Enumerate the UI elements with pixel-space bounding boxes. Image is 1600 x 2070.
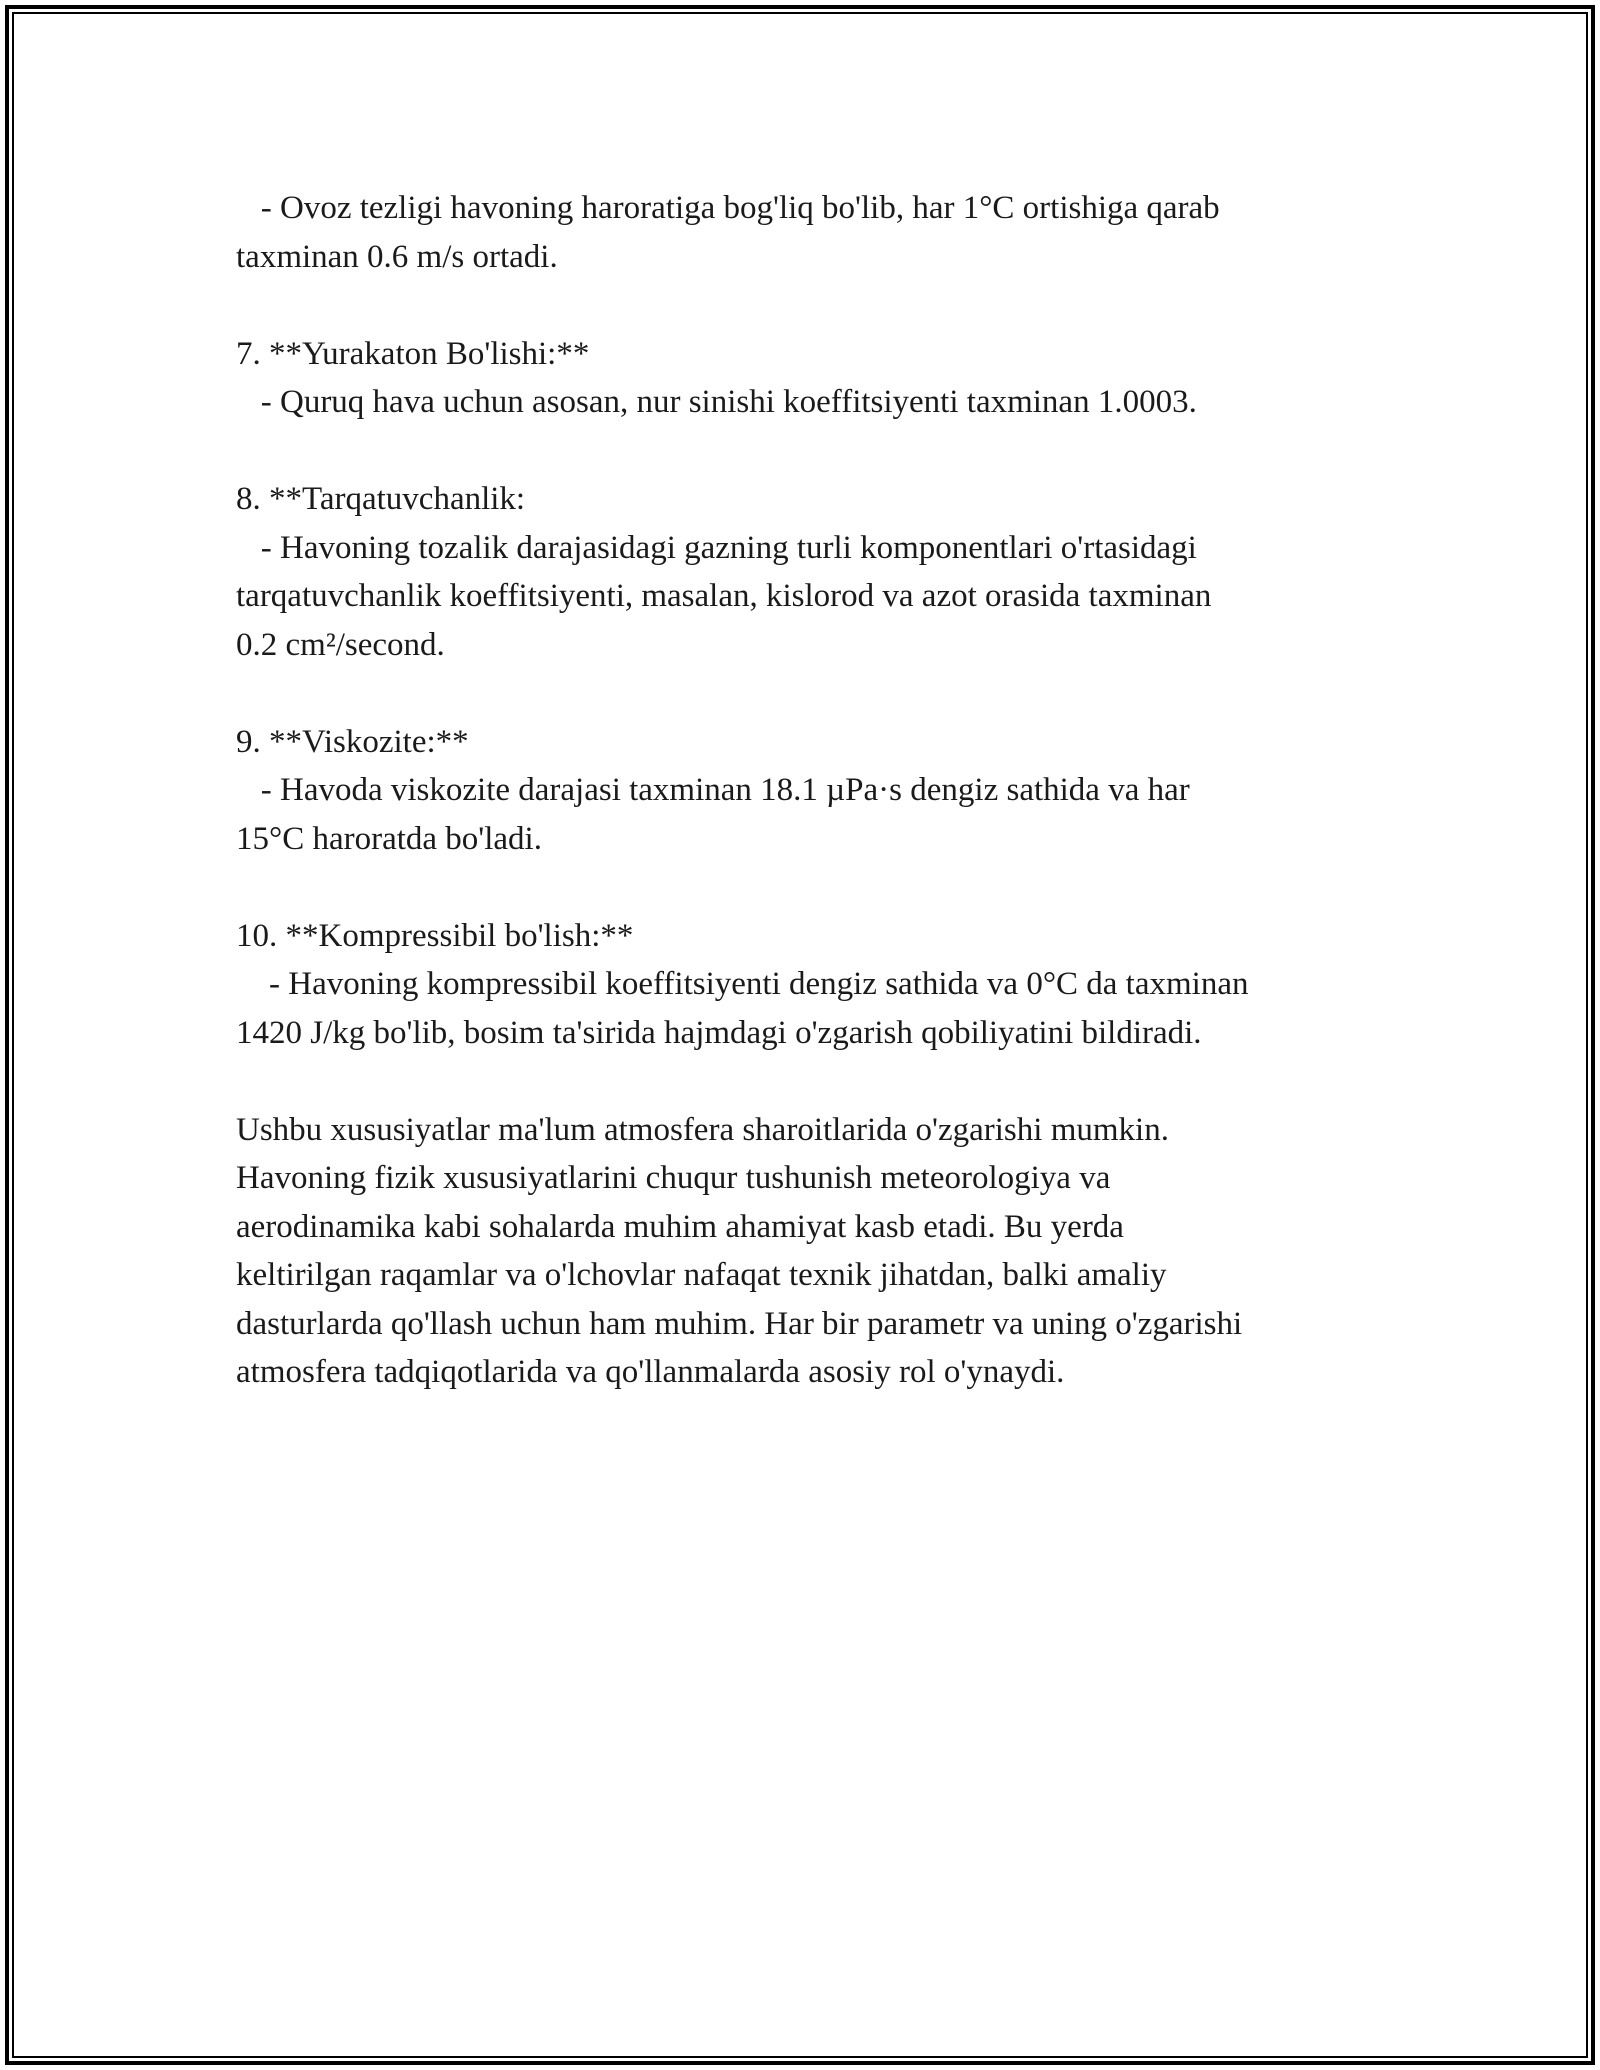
section-10 <box>236 912 1416 1058</box>
paragraph-gap <box>236 669 1416 718</box>
text-line: Ushbu xususiyatlar ma'lum atmosfera sharoitlarida o'zgarishi mumkin. <box>236 1111 1169 1148</box>
section-heading: 10. **Kompressibil bo'lish:** <box>236 917 634 954</box>
paragraph-gap <box>236 863 1416 912</box>
text-line: taxminan 0.6 m/s ortadi. <box>236 238 558 275</box>
paragraph-gap <box>236 427 1416 476</box>
section-7 <box>236 330 1416 427</box>
section-8 <box>236 475 1416 669</box>
text-line: Havoning fizik xususiyatlarini chuqur tushunish meteorologiya va <box>236 1160 1111 1196</box>
text-line: aerodinamika kabi sohalarda muhim ahamiyat kasb etadi. Bu yerda <box>236 1208 1124 1245</box>
text-line: atmosfera tadqiqotlarida va qo'llanmalarda asosiy rol o'ynaydi. <box>236 1354 1065 1390</box>
text-line: 15°C haroratda bo'ladi. <box>236 820 542 857</box>
text-line: - Havoning kompressibil koeffitsiyenti dengiz sathida va 0°C da taxminan <box>236 966 1249 1002</box>
text-line: keltirilgan raqamlar va o'lchovlar nafaqat texnik jihatdan, balki amaliy <box>236 1257 1167 1293</box>
text-line: 0.2 cm²/second. <box>236 626 445 663</box>
section-heading: 7. **Yurakaton Bo'lishi:** <box>236 335 590 372</box>
text-line: - Quruq hava uchun asosan, nur sinishi koeffitsiyenti taxminan 1.0003. <box>236 384 1197 420</box>
paragraph-gap <box>236 281 1416 330</box>
paragraph-gap <box>236 1057 1416 1106</box>
text-line: - Ovoz tezligi havoning haroratiga bog'liq bo'lib, har 1°C ortishiga qarab <box>236 190 1220 226</box>
text-line: - Havoda viskozite darajasi taxminan 18.1 µPa·s dengiz sathida va har <box>236 772 1190 808</box>
text-line: tarqatuvchanlik koeffitsiyenti, masalan, kislorod va azot orasida taxminan <box>236 578 1212 614</box>
section-9 <box>236 718 1416 864</box>
text-line: dasturlarda qo'llash uchun ham muhim. Har bir parametr va uning o'zgarishi <box>236 1305 1243 1342</box>
document-body <box>236 184 1416 1397</box>
section-heading: 8. **Tarqatuvchanlik: <box>236 481 526 517</box>
text-line: 1420 J/kg bo'lib, bosim ta'sirida hajmdagi o'zgarish qobiliyatini bildiradi. <box>236 1014 1202 1051</box>
paragraph-summary <box>236 1106 1416 1397</box>
paragraph-speed-of-sound <box>236 184 1416 281</box>
section-heading: 9. **Viskozite:** <box>236 723 469 760</box>
text-line: - Havoning tozalik darajasidagi gazning turli komponentlari o'rtasidagi <box>236 529 1197 566</box>
